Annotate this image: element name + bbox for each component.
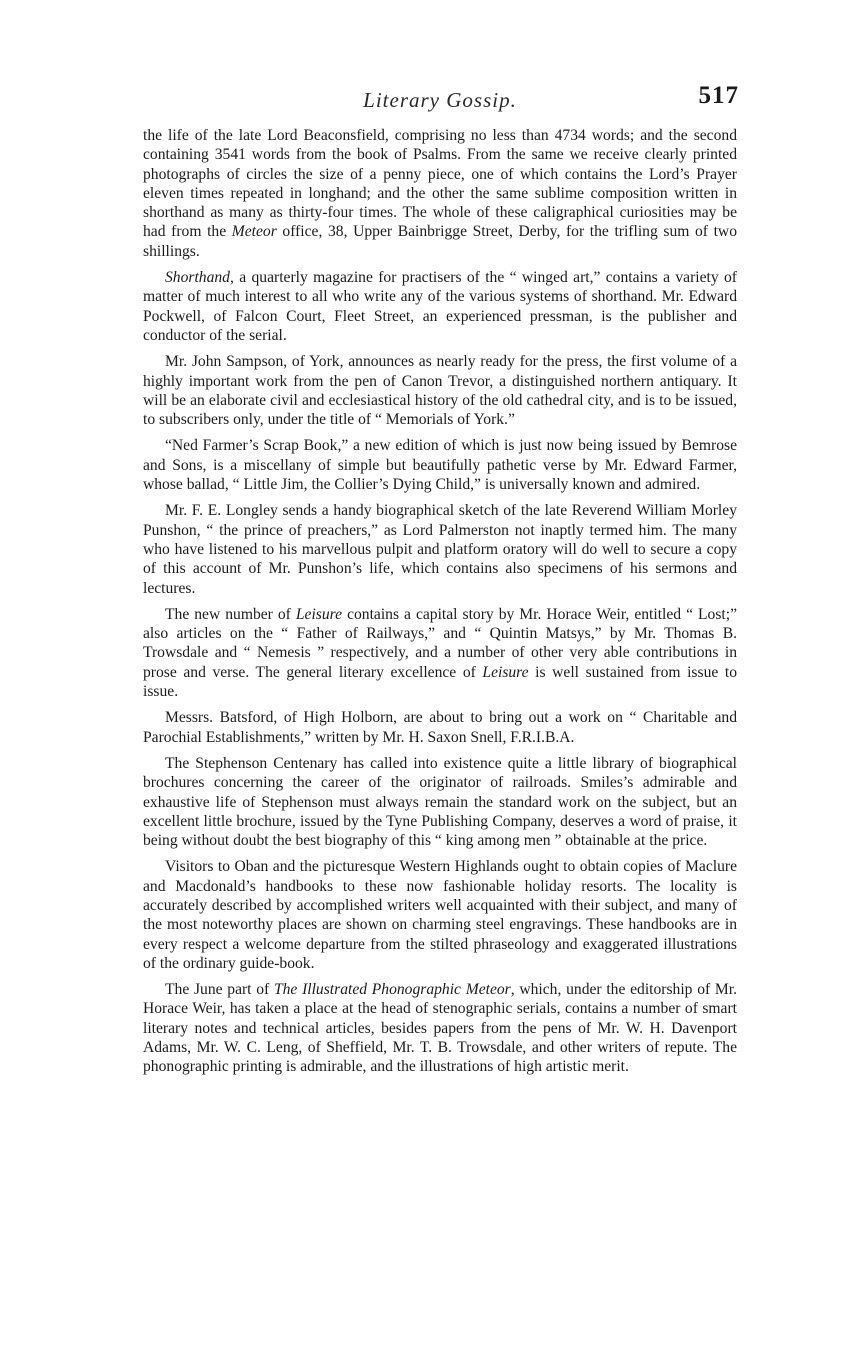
text-run: , which, under the editorship of Mr. Horace Weir, has taken a place at the head of stenographic serials, contains a number of smart literary notes and technical articles, besides papers from the pens of Mr. W. H. Davenport Adams, Mr. W. C. Leng, of Sheffield, Mr. T. B. Trowsdale, and other writers of repute. The phonographic printing is admirable, and the illustrations of high artistic merit. <box>143 981 738 1076</box>
text-run: Messrs. Batsford, of High Holborn, are about to bring out a work on “ Charitable and Parochial Establishments,” written by Mr. H. Saxon Snell, F.R.I.B.A. <box>143 709 737 746</box>
paragraph <box>143 980 737 1076</box>
text-run: contains a capital story by Mr. Horace Weir, entitled “ Lost;” also articles on the “ Father of Railways,” and “ Quintin Matsys,” by Mr. Thomas B. Trowsdale and “ Nemesis ” respectively, and a number of other very able contributions in prose and verse. The general literary excellence of <box>143 605 737 681</box>
text-run: The June part of <box>165 981 274 999</box>
text-run: Visitors to Oban and the picturesque Western Highlands ought to obtain copies of Maclure and Macdonald’s handbooks to these now fashionable holiday resorts. The locality is accurately described by accomplished writers well acquainted with their subject, and many of the most noteworthy places are shown on charming steel engravings. These handbooks are in every respect a welcome departure from the stilted phraseology and exaggerated illustrations of the ordinary guide-book. <box>143 858 737 972</box>
italic-title: Leisure <box>295 605 343 623</box>
paragraph <box>143 754 737 850</box>
italic-title: The Illustrated Phonographic Meteor <box>273 981 511 999</box>
paragraph <box>143 268 737 345</box>
page-number: 517 <box>698 82 739 109</box>
italic-title: Shorthand <box>165 269 230 287</box>
article-body <box>143 126 737 1077</box>
running-title: Literary Gossip. <box>363 88 517 112</box>
text-run: the life of the late Lord Beaconsfield, comprising no less than 4734 words; and the second containing 3541 words from the book of Psalms. From the same we receive clearly printed photographs of circles the size of a penny piece, one of which contains the Lord’s Prayer eleven times repeated in longhand; and the other the same sublime composition written in shorthand as many as thirty-four times. The whole of these caligraphical curiosities may be had from the <box>143 127 737 241</box>
text-run: The Stephenson Centenary has called into existence quite a little library of biographical brochures concerning the career of the originator of railroads. Smiles’s admirable and exhaustive life of Stephenson must always remain the standard work on the subject, but an excellent little brochure, issued by the Tyne Publishing Company, deserves a word of praise, it being without doubt the best biography of this “ king among men ” obtainable at the price. <box>143 754 737 850</box>
paragraph <box>143 857 737 973</box>
text-run: The new number of <box>165 605 296 623</box>
text-run: office, 38, Upper Bainbrigge Street, Derby, for the trifling sum of two shillings. <box>143 223 737 260</box>
paragraph <box>143 605 737 701</box>
paragraph <box>143 436 737 494</box>
text-run: Mr. John Sampson, of York, announces as nearly ready for the press, the first volume of a highly important work from the pen of Canon Trevor, a distinguished northern antiquary. It will be an elaborate civil and ecclesiastical history of the old cathedral city, and is to be issued, to subscribers only, under the title of “ Memorials of York.” <box>143 353 737 429</box>
paragraph <box>143 501 737 597</box>
paragraph <box>143 352 737 429</box>
text-run: “Ned Farmer’s Scrap Book,” a new edition of which is just now being issued by Bemrose and Sons, is a miscellany of simple but beautifully pathetic verse by Mr. Edward Farmer, whose ballad, “ Little Jim, the Collier’s Dying Child,” is universally known and admired. <box>143 437 737 494</box>
text-run: Mr. F. E. Longley sends a handy biographical sketch of the late Reverend William Morley Punshon, “ the prince of preachers,” as Lord Palmerston not inaptly termed him. The many who have listened to his marvellous pulpit and platform oratory will do well to secure a copy of this account of Mr. Punshon’s life, which contains also specimens of his sermons and lectures. <box>143 502 737 597</box>
running-head <box>143 82 737 126</box>
paragraph <box>143 708 737 747</box>
text-run: , a quarterly magazine for practisers of the “ winged art,” contains a variety of matter of much interest to all who write any of the various systems of shorthand. Mr. Edward Pockwell, of Falcon Court, Fleet Street, an experienced pressman, is the publisher and conductor of the serial. <box>143 269 737 344</box>
text-run: is well sustained from issue to issue. <box>143 663 737 701</box>
italic-title: Leisure <box>482 663 529 681</box>
page <box>143 82 737 1084</box>
paragraph <box>143 126 737 261</box>
italic-title: Meteor <box>231 223 277 241</box>
